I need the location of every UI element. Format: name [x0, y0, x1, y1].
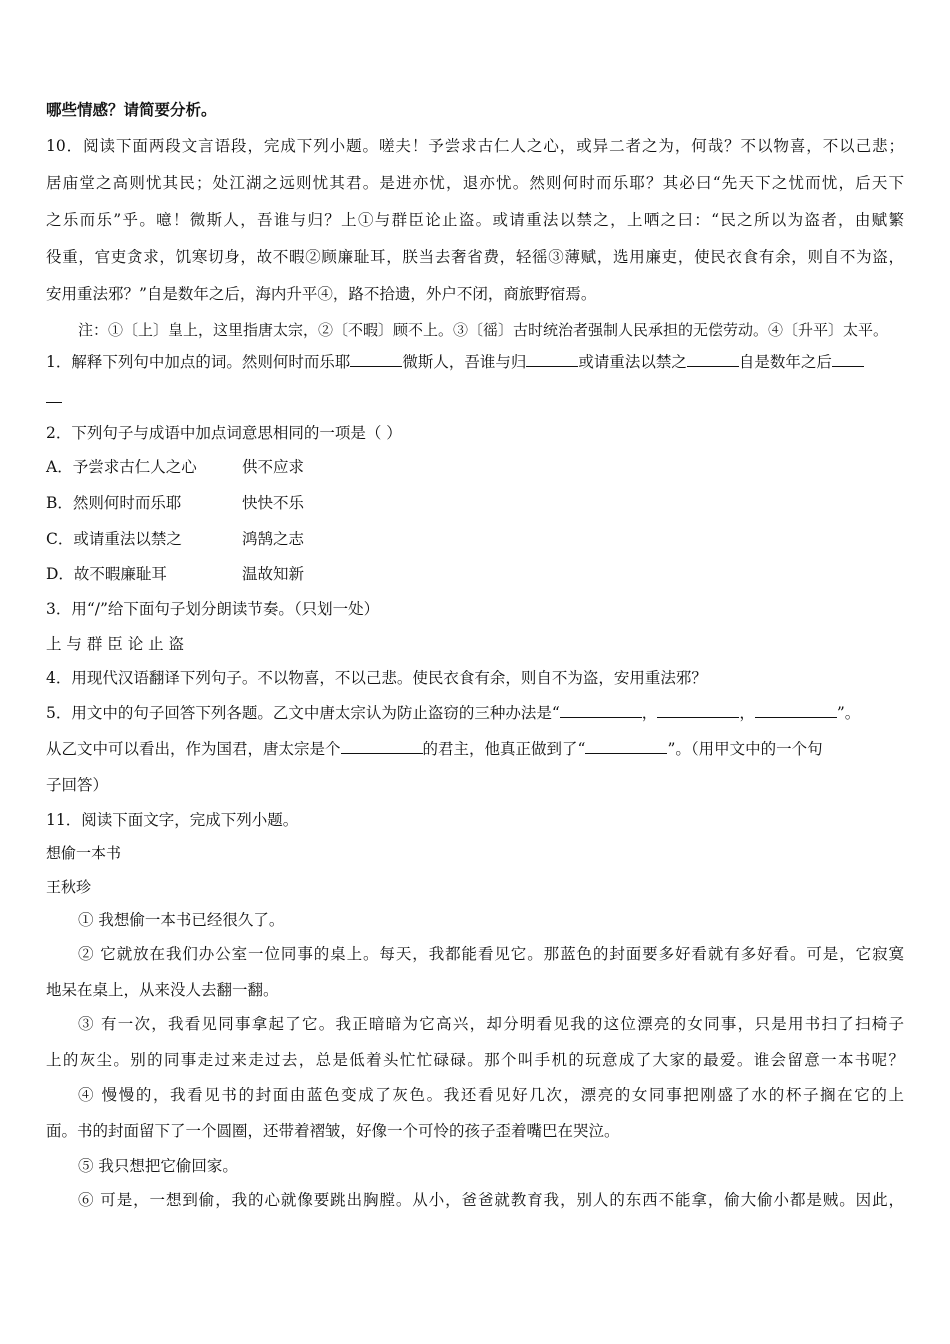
q10-line-2: 居庙堂之高则忧其民；处江湖之远则忧其君。是进亦忧，退亦忧。然则何时而乐耶？其必曰“先天下之忧而忧，后天下 [46, 174, 904, 192]
paragraph-3-line-1: ③ 有一次，我看见同事拿起了它。我正暗暗为它高兴，却分明看见我的这位漂亮的女同事，只是用书扫了扫椅子 [78, 1015, 904, 1033]
paragraph-2-line-1: ② 它就放在我们办公室一位同事的桌上。每天，我都能看见它。那蓝色的封面要多好看就有多好看。可是，它寂寞 [78, 945, 904, 963]
paragraph-6-line-1: ⑥ 可是，一想到偷，我的心就像要跳出胸膛。从小，爸爸就教育我，别人的东西不能拿，偷大偷小都是贼。因此， [78, 1191, 904, 1209]
sub-question-2-stem: 2．下列句子与成语中加点词意思相同的一项是（ ） [46, 424, 402, 442]
q10-line-3: 之乐而乐”乎。噫！微斯人，吾谁与归？上①与群臣论止盗。或请重法以禁之，上哂之曰：“民之所以为盗者，由赋繁 [46, 211, 904, 229]
answer-blank[interactable] [560, 703, 642, 718]
answer-blank[interactable] [755, 703, 837, 718]
s1-part-c: 或请重法以禁之 [578, 353, 687, 371]
answer-blank[interactable] [341, 739, 423, 754]
option-b[interactable]: B．然则何时而乐耶 快快不乐 [46, 494, 305, 512]
s1-part-b: 微斯人，吾谁与归 [402, 353, 527, 371]
sub-question-1 [46, 352, 864, 372]
q10-note: 注：①〔上〕皇上，这里指唐太宗，②〔不暇〕顾不上。③〔徭〕古时统治者强制人民承担的无偿劳动。④〔升平〕太平。 [78, 321, 889, 339]
sub-question-3-sentence: 上 与 群 臣 论 止 盗 [46, 635, 185, 653]
answer-blank[interactable] [526, 352, 578, 367]
paragraph-4-line-2: 面。书的封面留下了一个圆圈，还带着褶皱，好像一个可怜的孩子歪着嘴巴在哭泣。 [46, 1122, 620, 1140]
sub-question-5-line-2: 从乙文中可以看出，作为国君，唐太宗是个 的君主，他真正做到了“ ”。（用甲文中的一个句 [46, 740, 823, 758]
answer-blank[interactable] [585, 739, 667, 754]
answer-blank[interactable] [832, 352, 864, 367]
q10-line-4: 役重，官吏贪求，饥寒切身，故不暇②顾廉耻耳，朕当去奢省费，轻徭③薄赋，选用廉吏，使民衣食有余，则自不为盗， [46, 248, 904, 266]
option-d[interactable]: D．故不暇廉耻耳 温故知新 [46, 565, 305, 583]
paragraph-3-line-2: 上的灰尘。别的同事走过来走过去，总是低着头忙忙碌碌。那个叫手机的玩意成了大家的最爱。谁会留意一本书呢？ [46, 1051, 904, 1069]
prev-question-tail: 哪些情感？请简要分析。 [46, 100, 217, 119]
option-c[interactable]: C．或请重法以禁之 鸿鹄之志 [46, 530, 305, 548]
article-title: 想偷一本书 [46, 844, 122, 862]
answer-blank[interactable] [687, 352, 739, 367]
article-author: 王秋珍 [46, 878, 92, 896]
sub-question-4: 4．用现代汉语翻译下列句子。不以物喜，不以己悲。使民衣食有余，则自不为盗，安用重法邪？ [46, 669, 707, 687]
sub-question-1-wrap [46, 388, 62, 408]
s1-part-d: 自是数年之后 [738, 353, 832, 371]
paragraph-1: ① 我想偷一本书已经很久了。 [78, 911, 285, 929]
sub-question-3-stem: 3．用“/”给下面句子划分朗读节奏。（只划一处） [46, 600, 380, 618]
q10-line-1: 10．阅读下面两段文言语段，完成下列小题。嗟夫！予尝求古仁人之心，或异二者之为，何哉？不以物喜，不以己悲； [46, 137, 904, 155]
paragraph-4-line-1: ④ 慢慢的，我看见书的封面由蓝色变成了灰色。我还看见好几次，漂亮的女同事把刚盛了水的杯子搁在它的上 [78, 1086, 904, 1104]
answer-blank[interactable] [46, 388, 62, 403]
sub-question-5-line-1: 5．用文中的句子回答下列各题。乙文中唐太宗认为防止盗窃的三种办法是“ ， ， ”。 [46, 704, 861, 722]
q11-stem: 11．阅读下面文字，完成下列小题。 [46, 811, 299, 829]
answer-blank[interactable] [350, 352, 402, 367]
answer-blank[interactable] [657, 703, 739, 718]
paragraph-5: ⑤ 我只想把它偷回家。 [78, 1157, 238, 1175]
sub-question-5-line-3: 子回答） [46, 776, 109, 794]
s1-part-a: 1．解释下列句中加点的词。然则何时而乐耶 [46, 353, 351, 371]
q10-line-5: 安用重法邪？”自是数年之后，海内升平④，路不拾遗，外户不闭，商旅野宿焉。 [46, 285, 597, 303]
option-a[interactable]: A．予尝求古仁人之心 供不应求 [46, 458, 305, 476]
paragraph-2-line-2: 地呆在桌上，从来没人去翻一翻。 [46, 981, 279, 999]
